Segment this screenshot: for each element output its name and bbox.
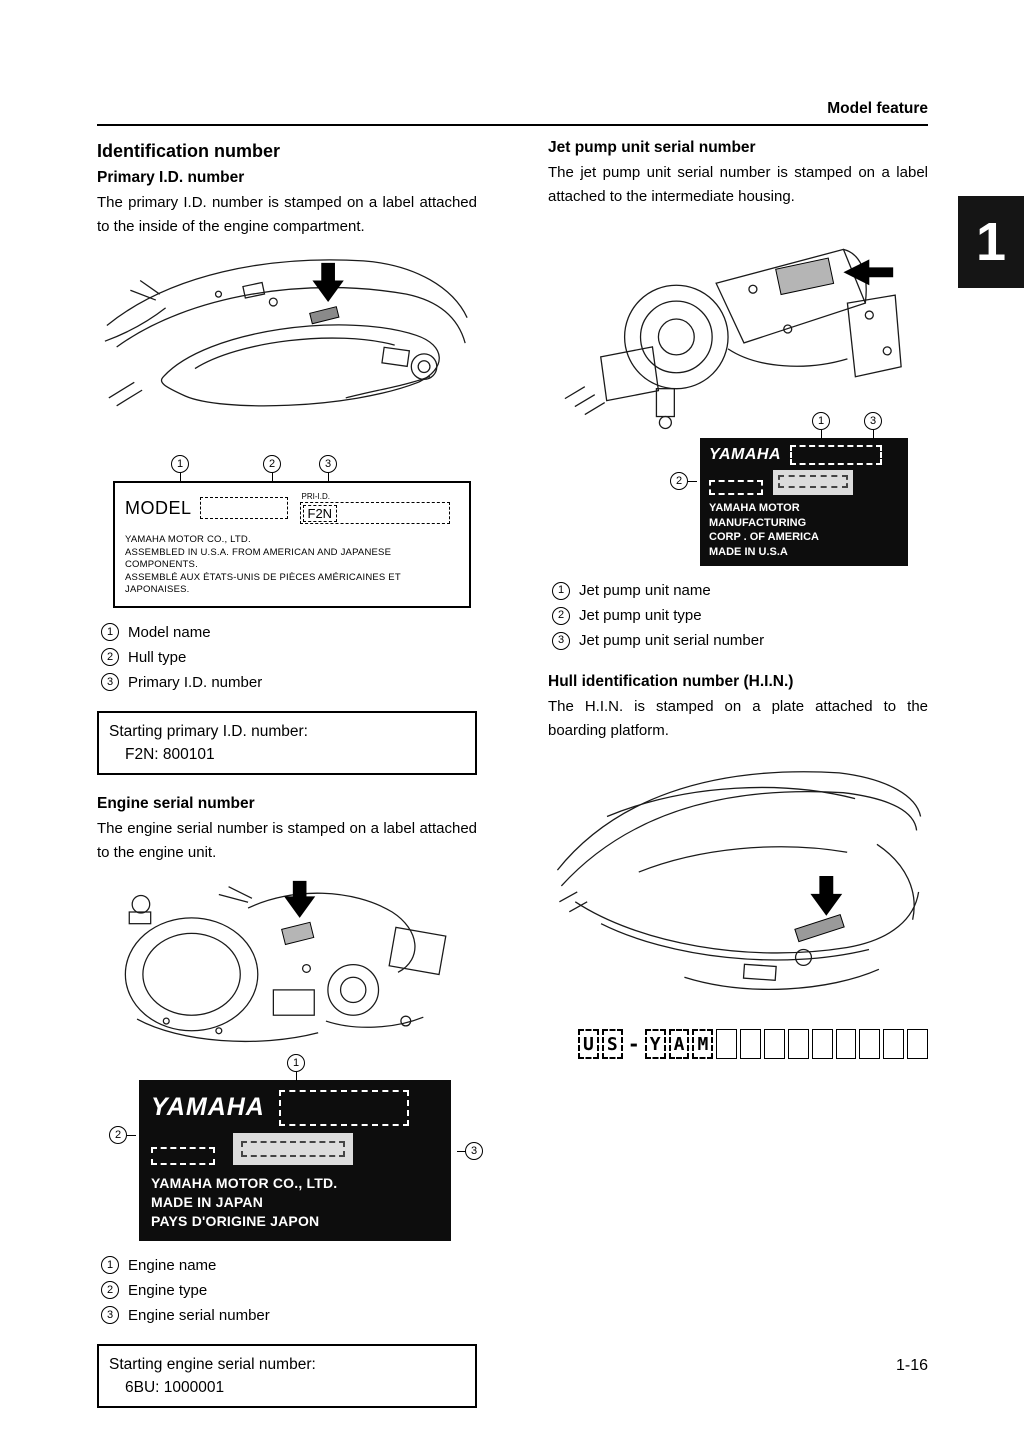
fine-line: YAMAHA MOTOR MANUFACTURING (709, 502, 807, 529)
line-art (565, 249, 901, 428)
down-arrow-icon (284, 880, 315, 917)
starting-value: 6BU: 1000001 (125, 1378, 225, 1396)
pri-id-prefix-box (303, 505, 338, 522)
hin-plate-marker (795, 915, 844, 942)
callout-number: 1 (101, 1256, 119, 1274)
jet-pump-paragraph: The jet pump unit serial number is stamped on a label attached to the intermediate housing. (548, 164, 928, 205)
callout-number: 2 (101, 648, 119, 666)
callout-1-marker: 1 (812, 412, 830, 430)
engine-serial-plate-figure (114, 1056, 478, 1241)
hull-illustration (549, 753, 927, 1011)
starting-label: Starting engine serial number: (109, 1355, 316, 1373)
hin-empty-box (812, 1029, 833, 1059)
callout-item (101, 620, 477, 645)
starting-engine-serial-box (97, 1344, 477, 1408)
hin-heading: Hull identification number (H.I.N.) (548, 673, 794, 690)
jet-pump-label-plate (700, 438, 908, 566)
jet-pump-callout-list (552, 578, 928, 653)
chapter-tab (958, 196, 1024, 288)
serial-plate-area (773, 470, 853, 495)
callout-label: Engine type (128, 1281, 208, 1299)
jet-pump-plate-figure (675, 415, 908, 566)
engine-serial-label-plate (139, 1080, 451, 1241)
line-art (125, 886, 445, 1041)
fine-line: MADE IN U.S.A (709, 545, 788, 558)
callout-label: Jet pump unit type (579, 607, 702, 624)
engine-compartment-illustration (101, 249, 473, 449)
fine-line: ASSEMBLÉ AUX ÉTATS-UNIS DE PIÈCES AMÉRICAINES ET (125, 571, 401, 583)
callout-label: Primary I.D. number (128, 673, 263, 691)
plate-fine-print (709, 501, 899, 559)
hin-char-box: M (692, 1029, 713, 1059)
right-column (548, 139, 928, 1412)
callout-item (552, 628, 928, 653)
callout-3-marker: 3 (319, 455, 337, 473)
model-label: MODEL (125, 497, 192, 518)
hin-empty-box (764, 1029, 785, 1059)
callout-item (101, 1278, 477, 1303)
primary-id-label-plate (113, 481, 471, 608)
hin-empty-box (883, 1029, 904, 1059)
callout-label: Engine name (128, 1256, 217, 1274)
down-arrow-icon (810, 876, 842, 916)
callout-2-marker: 2 (263, 455, 281, 473)
plate-fine-print (125, 534, 459, 597)
fine-line: CORP . OF AMERICA (709, 531, 820, 543)
model-value-box (200, 497, 288, 519)
primary-id-paragraph: The primary I.D. number is stamped on a label attached to the inside of the engine compartment. (97, 194, 477, 235)
callout-label: Hull type (128, 648, 187, 666)
pri-id-value-box (300, 502, 450, 524)
engine-callout-list (101, 1253, 477, 1328)
callout-number: 2 (552, 607, 570, 625)
page-header (97, 100, 928, 124)
callout-item (101, 1303, 477, 1328)
serial-label-marker (776, 258, 834, 294)
line-art (557, 772, 920, 990)
callout-1-marker: 1 (287, 1054, 305, 1072)
engine-name-box (279, 1090, 409, 1126)
serial-plate-area (233, 1133, 353, 1165)
callout-label: Jet pump unit serial number (579, 632, 765, 649)
hin-paragraph: The H.I.N. is stamped on a plate attached to the boarding platform. (548, 698, 928, 739)
fine-line: JAPONAISES. (125, 584, 190, 595)
callout-label: Jet pump unit name (579, 582, 711, 599)
hin-char-box: S (602, 1029, 623, 1059)
jet-pump-type-box (709, 480, 763, 495)
engine-serial-box (241, 1141, 345, 1157)
hin-char-box: U (578, 1029, 599, 1059)
primary-callout-list (101, 620, 477, 695)
jet-pump-serial-box (778, 475, 848, 488)
hin-empty-box (836, 1029, 857, 1059)
hin-char-box: Y (645, 1029, 666, 1059)
fine-line: PAYS D'ORIGINE JAPON (151, 1212, 320, 1229)
engine-unit-illustration (101, 875, 473, 1060)
page-number: 1-16 (895, 1357, 928, 1374)
running-head: Model feature (827, 100, 928, 117)
id-label-marker (310, 307, 339, 324)
callout-item (101, 670, 477, 695)
callout-item (101, 645, 477, 670)
callout-2-marker: 2 (670, 472, 688, 490)
callout-number: 3 (552, 632, 570, 650)
callout-label: Model name (128, 623, 211, 641)
primary-id-heading: Primary I.D. number (97, 169, 245, 186)
callout-number: 2 (101, 1281, 119, 1299)
hin-empty-box (907, 1029, 928, 1059)
pri-id-label: PRI-I.D. (301, 492, 330, 501)
serial-label-marker (282, 922, 314, 944)
starting-value: F2N: 800101 (125, 745, 215, 763)
hin-dash: - (627, 1032, 640, 1056)
yamaha-logo: YAMAHA (151, 1093, 265, 1121)
hin-char-box: A (669, 1029, 690, 1059)
yamaha-logo: YAMAHA (709, 446, 782, 463)
left-column (97, 139, 477, 1412)
chapter-number: 1 (975, 212, 1007, 272)
callout-1-marker: 1 (171, 455, 189, 473)
line-art (105, 260, 467, 406)
callout-item (552, 578, 928, 603)
callout-3-marker: 3 (465, 1142, 483, 1160)
fine-line: COMPONENTS. (125, 559, 198, 570)
fine-line: MADE IN JAPAN (151, 1193, 264, 1210)
engine-serial-paragraph: The engine serial number is stamped on a label attached to the engine unit. (97, 819, 477, 861)
callout-label: Engine serial number (128, 1306, 270, 1324)
callout-2-marker: 2 (109, 1126, 127, 1144)
jet-pump-illustration (549, 219, 927, 434)
section-title: Identification number (97, 141, 281, 161)
left-arrow-icon (843, 259, 893, 285)
down-arrow-icon (312, 263, 343, 302)
callout-number: 1 (552, 582, 570, 600)
callout-number: 3 (101, 673, 119, 691)
fine-line: ASSEMBLED IN U.S.A. FROM AMERICAN AND JAPANESE (125, 546, 392, 558)
starting-label: Starting primary I.D. number: (109, 722, 308, 740)
hin-empty-box (716, 1029, 737, 1059)
callout-item (101, 1253, 477, 1278)
primary-id-plate-figure (113, 458, 471, 608)
callout-3-marker: 3 (864, 412, 882, 430)
callout-number: 1 (101, 623, 119, 641)
jet-pump-name-box (790, 445, 882, 465)
hin-empty-box (788, 1029, 809, 1059)
callout-item (552, 603, 928, 628)
jet-pump-heading: Jet pump unit serial number (548, 139, 756, 156)
hin-empty-box (859, 1029, 880, 1059)
plate-fine-print (151, 1174, 439, 1231)
hin-format-row (578, 1029, 928, 1059)
starting-primary-id-box (97, 711, 477, 775)
header-rule (97, 124, 928, 126)
pri-id-prefix: F2N (307, 505, 333, 521)
engine-serial-heading: Engine serial number (97, 794, 255, 812)
hin-empty-box (740, 1029, 761, 1059)
fine-line: YAMAHA MOTOR CO., LTD. (125, 534, 251, 545)
engine-type-box (151, 1147, 215, 1165)
callout-number: 3 (101, 1306, 119, 1324)
fine-line: YAMAHA MOTOR CO., LTD. (151, 1174, 338, 1191)
